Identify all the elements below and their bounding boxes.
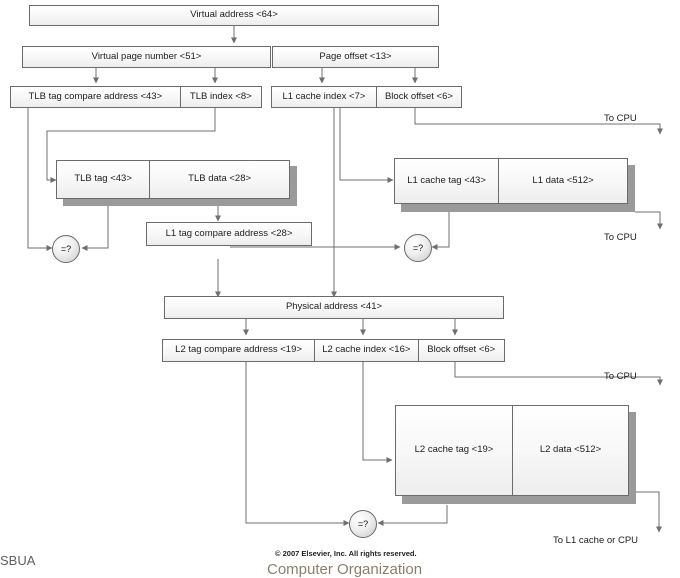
tlb-index-cell: TLB index <8> xyxy=(180,87,261,107)
l1-tag-compare-address-box: L1 tag compare address <28> xyxy=(146,222,312,246)
l1-comparator: =? xyxy=(404,234,432,262)
tlb-address-fields xyxy=(10,86,262,108)
l2-tag-compare-address-cell: L2 tag compare address <19> xyxy=(175,344,302,356)
page-offset-box xyxy=(272,46,439,68)
virtual-page-number-box xyxy=(22,46,271,68)
l2-cache-array xyxy=(395,405,629,496)
l1-address-fields xyxy=(271,86,462,108)
tlb-tag-cell: TLB tag <43> xyxy=(74,173,132,185)
l1-cache-index-cell: L1 cache index <7> xyxy=(282,90,366,102)
l2-block-offset-cell: Block offset <6> xyxy=(418,340,505,361)
l2-comparator: =? xyxy=(349,510,377,538)
tlb-data-cell: TLB data <28> xyxy=(149,161,289,198)
virtual-address-box xyxy=(29,5,439,26)
to-l1-or-cpu-annotation: To L1 cache or CPU xyxy=(553,535,639,546)
tlb-tag-compare-address-cell: TLB tag compare address <43> xyxy=(28,90,163,102)
copyright-notice: © 2007 Elsevier, Inc. All rights reserved. xyxy=(275,549,417,558)
virtual-address-label: Virtual address <64> xyxy=(190,9,278,21)
l2-cache-tag-cell: L2 cache tag <19> xyxy=(414,444,494,456)
l1-cache-array xyxy=(394,158,628,204)
l2-address-fields xyxy=(162,339,505,362)
physical-address-box: Physical address <41> xyxy=(164,296,504,319)
to-cpu-annotation-1: To CPU xyxy=(604,113,637,124)
page-offset-label: Page offset <13> xyxy=(319,50,392,62)
tlb-array xyxy=(56,160,290,199)
l1-cache-tag-cell: L1 cache tag <43> xyxy=(407,174,486,186)
tlb-comparator: =? xyxy=(52,235,80,263)
course-title: Computer Organization xyxy=(267,561,423,578)
to-cpu-annotation-3: To CPU xyxy=(604,371,637,382)
watermark-label: SBUA xyxy=(0,553,36,568)
virtual-page-number-label: Virtual page number <51> xyxy=(91,50,202,62)
to-cpu-annotation-2: To CPU xyxy=(604,232,637,243)
l2-data-cell: L2 data <512> xyxy=(512,406,628,495)
l2-cache-index-cell: L2 cache index <16> xyxy=(314,340,417,361)
block-offset-cell: Block offset <6> xyxy=(376,87,461,107)
l1-data-cell: L1 data <512> xyxy=(498,159,627,203)
